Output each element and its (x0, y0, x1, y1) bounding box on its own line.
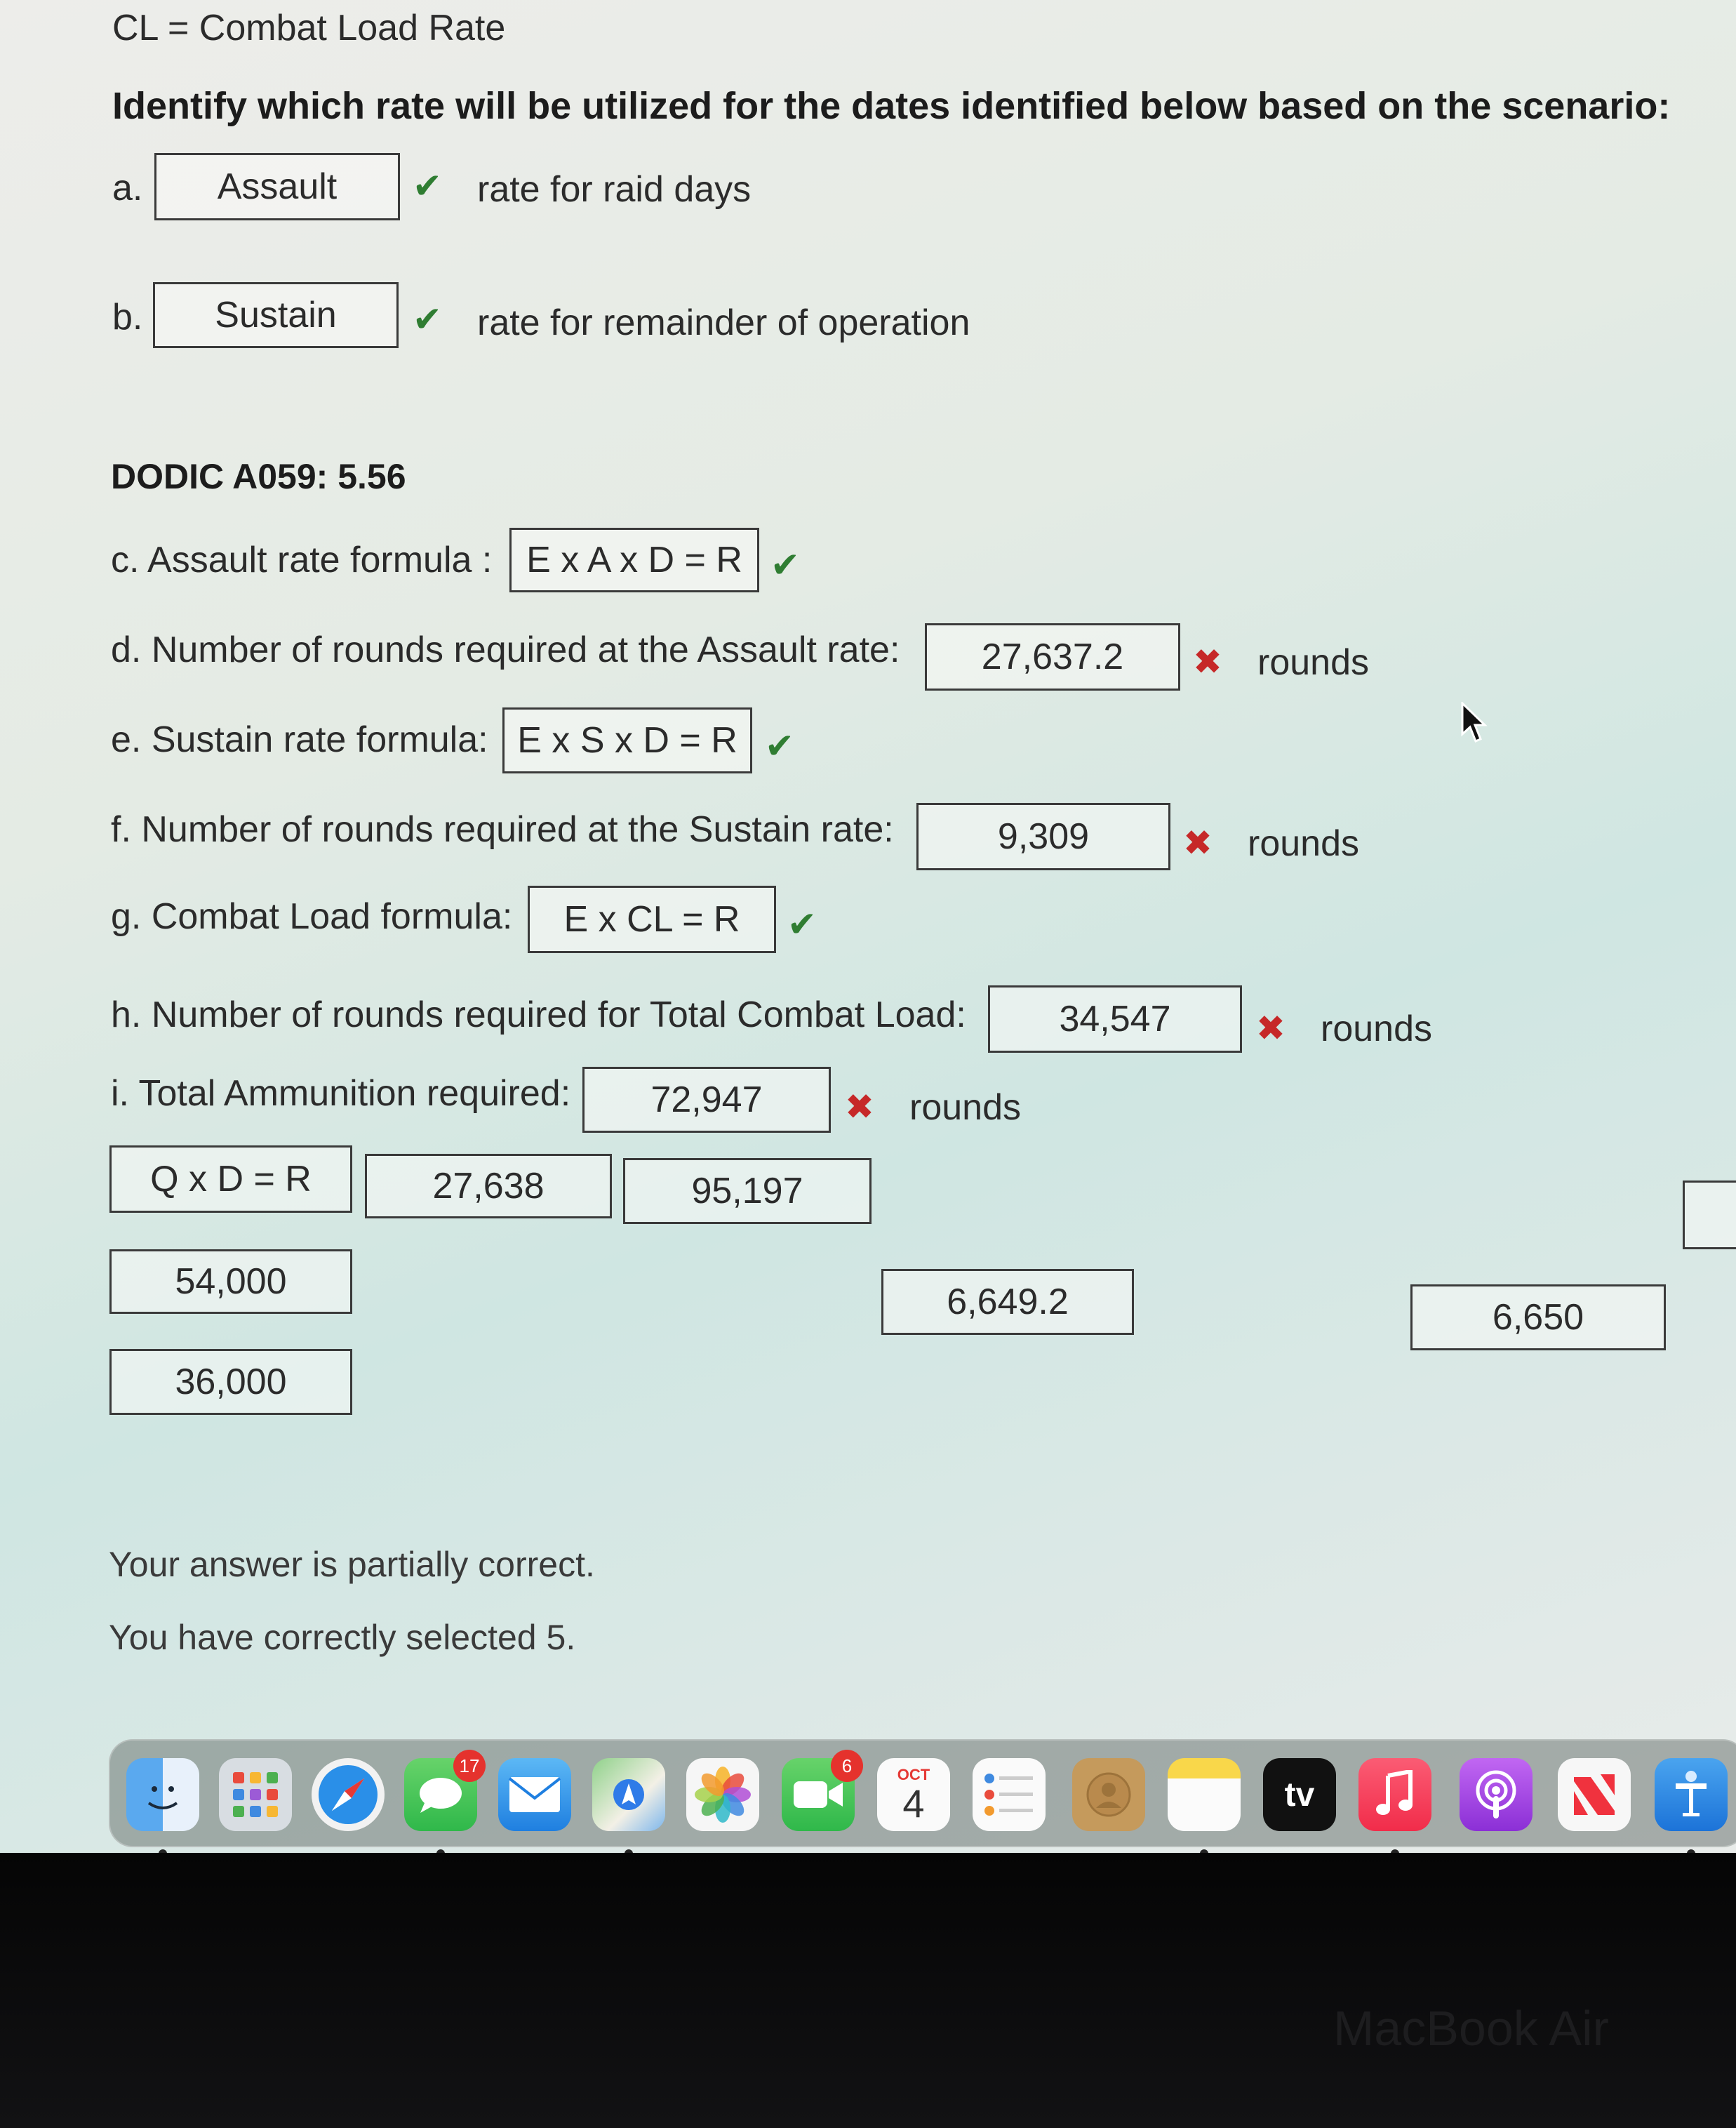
part-c-label: c. Assault rate formula : (111, 540, 493, 580)
facetime-icon[interactable] (782, 1755, 855, 1831)
answer-bank-item[interactable]: 6,649.2 (881, 1269, 1134, 1335)
answer-bank-item[interactable] (1683, 1181, 1736, 1249)
apple-tv-label: tv (1284, 1776, 1315, 1814)
part-e-correct-icon: ✔ (765, 726, 794, 766)
calendar-icon[interactable] (877, 1758, 950, 1831)
answer-bank-item[interactable]: Q x D = R (109, 1145, 352, 1213)
part-i-label: i. Total Ammunition required: (111, 1073, 571, 1114)
answer-bank-item[interactable]: 54,000 (109, 1249, 352, 1314)
answer-bank-item[interactable]: 6,650 (1410, 1284, 1666, 1350)
part-f-incorrect-icon: ✖ (1183, 823, 1213, 863)
answer-bank-item[interactable]: 27,638 (365, 1154, 612, 1218)
feedback-partial: Your answer is partially correct. (109, 1545, 595, 1584)
part-d-incorrect-icon: ✖ (1193, 642, 1222, 681)
notes-icon[interactable] (1168, 1758, 1241, 1831)
part-e-answer-box[interactable]: E x S x D = R (502, 707, 752, 773)
safari-icon[interactable] (312, 1758, 385, 1831)
part-h-incorrect-icon: ✖ (1256, 1009, 1286, 1048)
podcasts-icon[interactable] (1460, 1758, 1533, 1831)
part-c-answer-box[interactable]: E x A x D = R (509, 528, 759, 592)
feedback-correct-count: You have correctly selected 5. (109, 1618, 576, 1657)
part-b-answer-box[interactable]: Sustain (153, 282, 399, 348)
photos-icon[interactable] (686, 1758, 759, 1831)
mail-icon[interactable] (498, 1758, 571, 1831)
launchpad-icon[interactable] (219, 1758, 292, 1831)
messages-badge: 17 (453, 1750, 486, 1782)
calendar-day: 4 (902, 1781, 925, 1826)
part-d-unit: rounds (1257, 642, 1369, 683)
cl-definition: CL = Combat Load Rate (112, 8, 506, 48)
maps-icon[interactable] (592, 1758, 665, 1831)
news-icon[interactable] (1558, 1758, 1631, 1831)
calendar-month: OCT (897, 1766, 930, 1783)
laptop-bezel (0, 1853, 1736, 2128)
part-b-suffix: rate for remainder of operation (477, 302, 970, 343)
part-d-label: d. Number of rounds required at the Assault rate: (111, 630, 900, 670)
keynote-icon[interactable] (1655, 1758, 1728, 1831)
bezel-brand: MacBook Air (1333, 2001, 1609, 2056)
part-h-unit: rounds (1321, 1009, 1432, 1049)
part-i-incorrect-icon: ✖ (845, 1087, 874, 1126)
part-i-unit: rounds (909, 1087, 1021, 1128)
part-a-correct-icon: ✔ (413, 166, 442, 206)
part-a-suffix: rate for raid days (477, 169, 752, 210)
part-f-label: f. Number of rounds required at the Sustain rate: (111, 809, 894, 850)
part-i-answer-box[interactable]: 72,947 (582, 1067, 831, 1133)
contacts-icon[interactable] (1072, 1758, 1145, 1831)
part-b-correct-icon: ✔ (413, 300, 442, 339)
part-h-answer-box[interactable]: 34,547 (988, 985, 1242, 1053)
dodic-title: DODIC A059: 5.56 (111, 457, 406, 496)
reminders-icon[interactable] (973, 1758, 1046, 1831)
part-g-answer-box[interactable]: E x CL = R (528, 886, 776, 953)
part-f-answer-box[interactable]: 9,309 (916, 803, 1170, 870)
answer-bank-item[interactable]: 95,197 (623, 1158, 872, 1224)
instruction-text: Identify which rate will be utilized for the dates identified below based on the scenario: (112, 85, 1671, 127)
answer-bank-item[interactable]: 36,000 (109, 1349, 352, 1415)
part-d-answer-box[interactable]: 27,637.2 (925, 623, 1180, 691)
messages-icon[interactable] (404, 1755, 480, 1831)
part-h-label: h. Number of rounds required for Total Combat Load: (111, 995, 966, 1035)
apple-tv-icon[interactable] (1263, 1758, 1336, 1831)
part-g-label: g. Combat Load formula: (111, 896, 513, 937)
mouse-cursor-icon (1460, 702, 1488, 744)
part-g-correct-icon: ✔ (787, 905, 817, 944)
part-a-letter: a. (112, 168, 143, 208)
part-c-correct-icon: ✔ (770, 545, 800, 585)
part-a-answer-box[interactable]: Assault (154, 153, 400, 220)
part-e-label: e. Sustain rate formula: (111, 719, 488, 760)
facetime-badge: 6 (831, 1750, 863, 1782)
part-b-letter: b. (112, 297, 143, 338)
finder-icon[interactable] (126, 1758, 199, 1831)
part-f-unit: rounds (1248, 823, 1359, 864)
music-icon[interactable] (1358, 1758, 1431, 1831)
